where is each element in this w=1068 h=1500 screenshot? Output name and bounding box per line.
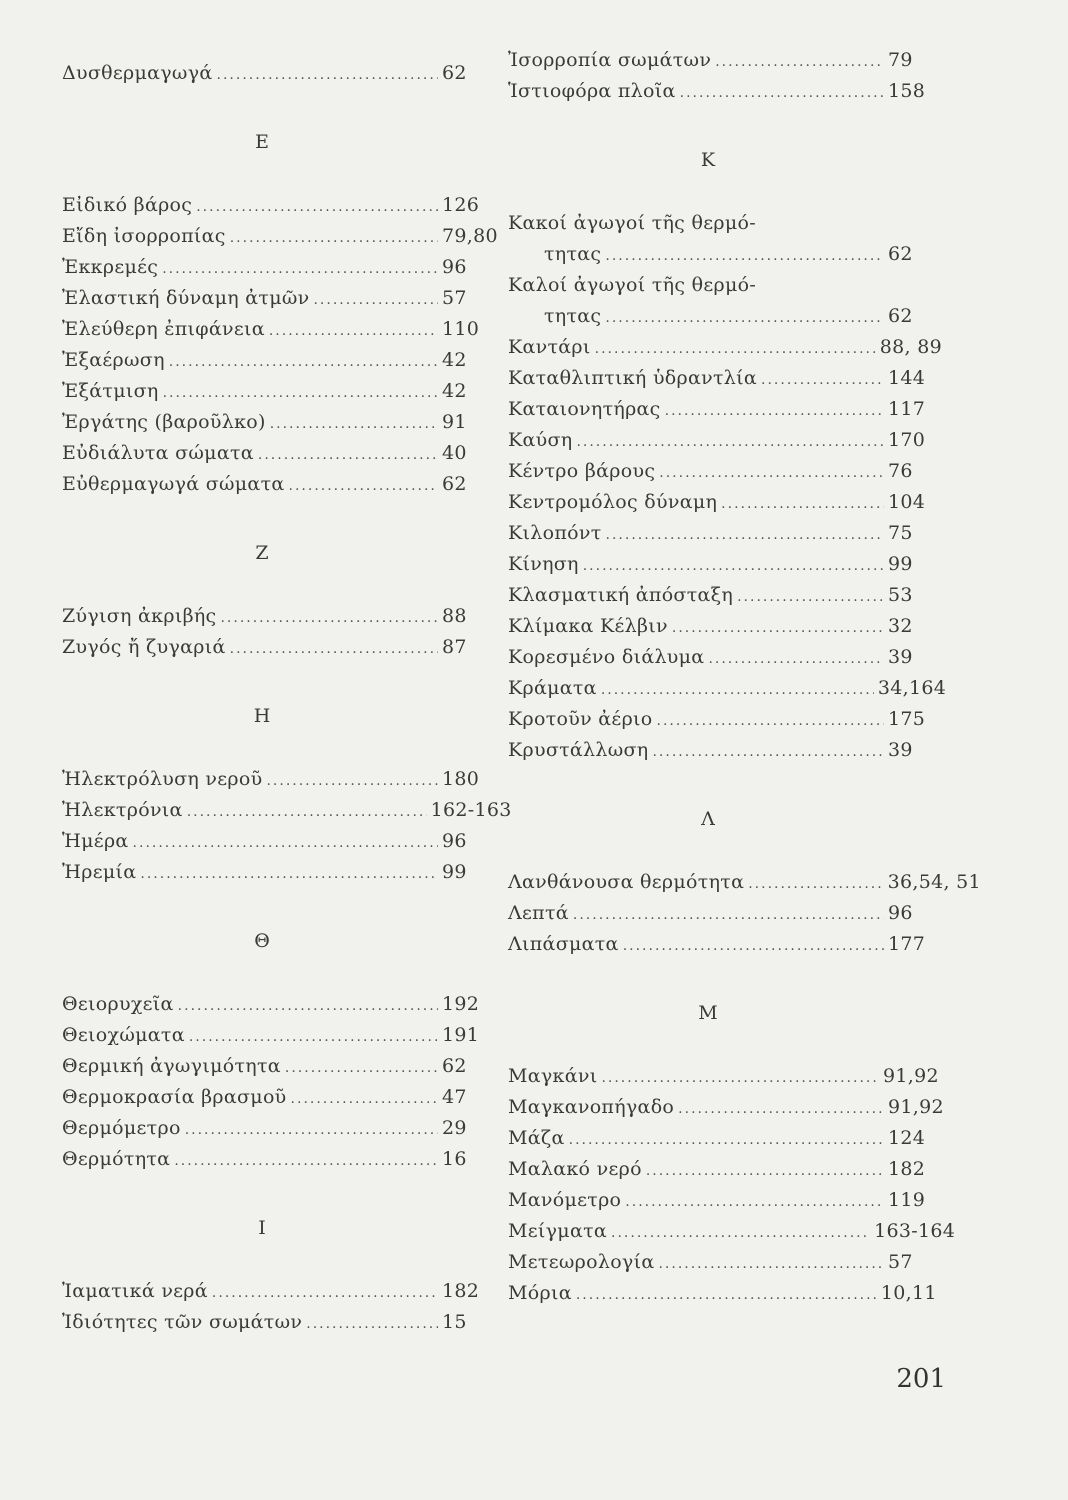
entry-term: Κράματα — [508, 677, 597, 699]
dot-leader — [285, 1053, 438, 1084]
dot-leader — [658, 1249, 884, 1280]
dot-leader — [601, 675, 874, 706]
entry-term: Μόρια — [508, 1282, 572, 1304]
letter-heading: Μ — [698, 1002, 718, 1024]
page-number: 201 — [896, 1364, 946, 1394]
entry-page-ref: 104 — [888, 491, 926, 513]
entry-page-ref: 163-164 — [874, 1220, 956, 1242]
entry-page-ref: 99 — [442, 861, 467, 883]
dot-leader — [187, 797, 427, 828]
index-entry — [508, 363, 926, 394]
entry-term: Ἠλεκτρόλυση νεροῦ — [62, 768, 263, 790]
entry-page-ref: 16 — [442, 1148, 467, 1170]
dot-leader — [162, 254, 438, 285]
entry-page-ref: 91,92 — [888, 1096, 944, 1118]
entry-page-ref: 42 — [442, 349, 467, 371]
index-entry — [62, 1144, 467, 1175]
entry-page-ref: 88 — [442, 605, 467, 627]
index-entry — [62, 407, 467, 438]
dot-leader — [748, 869, 883, 900]
entry-page-ref: 182 — [888, 1158, 926, 1180]
entry-term: Κροτοῦν ἀέριο — [508, 708, 653, 730]
entry-term: Ἰδιότητες τῶν σωμάτων — [62, 1311, 303, 1333]
index-entry — [508, 611, 913, 642]
index-entry — [508, 867, 981, 898]
entry-term: Κεντρομόλος δύναμη — [508, 491, 718, 513]
index-entry — [508, 735, 913, 766]
index-entry — [508, 1185, 926, 1216]
entry-term: Εὐθερμαγωγά σώματα — [62, 473, 285, 495]
entry-page-ref: 87 — [442, 636, 467, 658]
dot-leader — [258, 440, 438, 471]
dot-leader — [659, 458, 884, 489]
letter-heading: Ι — [258, 1217, 266, 1239]
entry-page-ref: 57 — [888, 1251, 913, 1273]
dot-leader — [611, 1218, 870, 1249]
index-entry — [508, 425, 926, 456]
index-entry — [508, 208, 908, 239]
dot-leader — [269, 316, 438, 347]
dot-leader — [573, 900, 884, 931]
index-entry — [508, 45, 913, 76]
index-entry-continuation — [508, 239, 913, 270]
entry-term: Θερμική ἀγωγιμότητα — [62, 1055, 281, 1077]
letter-heading: Ζ — [255, 542, 269, 564]
entry-page-ref: 75 — [888, 522, 913, 544]
entry-term: Κορεσμένο διάλυμα — [508, 646, 705, 668]
entry-page-ref: 62 — [888, 305, 913, 327]
entry-term: Μαγκάνι — [508, 1065, 598, 1087]
index-entry — [508, 487, 926, 518]
entry-term: Ζύγιση ἀκριβής — [62, 605, 217, 627]
index-entry — [508, 642, 913, 673]
entry-page-ref: 32 — [888, 615, 913, 637]
dot-leader — [605, 241, 884, 272]
index-entry — [508, 580, 913, 611]
dot-leader — [625, 1187, 884, 1218]
entry-term: Δυσθερμαγωγά — [62, 62, 213, 84]
index-entry — [62, 469, 467, 500]
index-entry — [62, 1276, 480, 1307]
entry-page-ref: 124 — [888, 1127, 926, 1149]
entry-page-ref: 57 — [442, 287, 467, 309]
entry-term: Μετεωρολογία — [508, 1251, 655, 1273]
entry-page-ref: 39 — [888, 646, 913, 668]
index-entry — [508, 929, 926, 960]
index-entry — [508, 456, 913, 487]
dot-leader — [266, 766, 438, 797]
dot-leader — [196, 192, 438, 223]
dot-leader — [270, 409, 438, 440]
entry-term: Ἐκκρεμές — [62, 256, 159, 278]
entry-page-ref: 91 — [442, 411, 467, 433]
index-entry — [62, 58, 467, 89]
entry-page-ref: 162-163 — [430, 799, 512, 821]
entry-term: Ἰαματικά νερά — [62, 1280, 208, 1302]
index-entry — [62, 601, 467, 632]
dot-leader — [576, 427, 884, 458]
index-entry — [508, 518, 913, 549]
index-entry — [508, 1092, 944, 1123]
entry-term: Καλοί ἀγωγοί τῆς θερμό- — [508, 274, 757, 296]
entry-term: Μαλακό νερό — [508, 1158, 642, 1180]
dot-leader — [313, 285, 438, 316]
dot-leader — [761, 365, 884, 396]
entry-term: Λεπτά — [508, 902, 569, 924]
entry-term: Καταθλιπτική ὑδραντλία — [508, 367, 758, 389]
dot-leader — [715, 47, 884, 78]
dot-leader — [601, 1063, 879, 1094]
dot-leader — [212, 1278, 438, 1309]
index-column-right — [508, 45, 981, 1309]
entry-page-ref: 96 — [442, 256, 467, 278]
entry-page-ref: 79,80 — [442, 225, 498, 247]
entry-page-ref: 79 — [888, 49, 913, 71]
index-entry — [62, 1113, 467, 1144]
entry-page-ref: 180 — [442, 768, 480, 790]
entry-term: Λιπάσματα — [508, 933, 619, 955]
entry-page-ref: 62 — [442, 473, 467, 495]
dot-leader — [291, 1084, 438, 1115]
dot-leader — [133, 828, 438, 859]
dot-leader — [140, 859, 438, 890]
index-entry — [508, 270, 908, 301]
entry-page-ref: 99 — [888, 553, 913, 575]
entry-page-ref: 39 — [888, 739, 913, 761]
entry-term: τητας — [544, 243, 602, 265]
entry-term: Ἐξαέρωση — [62, 349, 165, 371]
index-entry — [508, 1247, 913, 1278]
entry-page-ref: 191 — [442, 1024, 480, 1046]
dot-leader — [169, 347, 438, 378]
dot-leader — [737, 582, 884, 613]
entry-term: Θειοχώματα — [62, 1024, 185, 1046]
entry-term: Ἐλαστική δύναμη ἀτμῶν — [62, 287, 310, 309]
index-entry — [62, 857, 467, 888]
entry-page-ref: 96 — [888, 902, 913, 924]
dot-leader — [569, 1125, 884, 1156]
entry-term: Μείγματα — [508, 1220, 608, 1242]
entry-term: Καντάρι — [508, 336, 591, 358]
index-entry-continuation — [508, 301, 913, 332]
dot-leader — [189, 1022, 438, 1053]
entry-term: Λανθάνουσα θερμότητα — [508, 871, 745, 893]
entry-page-ref: 36,54, 51 — [887, 871, 981, 893]
entry-page-ref: 62 — [442, 62, 467, 84]
entry-term: Ἐργάτης (βαροῦλκο) — [62, 411, 266, 433]
entry-page-ref: 10,11 — [880, 1282, 937, 1304]
index-entry — [62, 1082, 467, 1113]
index-column-left — [62, 58, 512, 1338]
entry-term: Κιλοπόντ — [508, 522, 602, 544]
index-entry — [62, 376, 467, 407]
entry-term: Κακοί ἀγωγοί τῆς θερμό- — [508, 212, 756, 234]
dot-leader — [163, 378, 438, 409]
entry-term: Ἐλεύθερη ἐπιφάνεια — [62, 318, 265, 340]
entry-page-ref: 126 — [442, 194, 480, 216]
index-entry — [508, 898, 913, 929]
entry-term: Κρυστάλλωση — [508, 739, 649, 761]
index-entry — [62, 989, 480, 1020]
entry-page-ref: 62 — [888, 243, 913, 265]
entry-page-ref: 110 — [442, 318, 480, 340]
entry-page-ref: 47 — [442, 1086, 467, 1108]
dot-leader — [665, 396, 884, 427]
entry-term: Καταιονητήρας — [508, 398, 661, 420]
entry-page-ref: 158 — [888, 80, 926, 102]
entry-page-ref: 192 — [442, 993, 480, 1015]
entry-term: Ἠρεμία — [62, 861, 137, 883]
dot-leader — [652, 737, 884, 768]
entry-page-ref: 88, 89 — [879, 336, 942, 358]
letter-heading: Λ — [701, 808, 715, 830]
entry-term: Ἰσορροπία σωμάτων — [508, 49, 712, 71]
index-entry — [508, 1278, 937, 1309]
entry-page-ref: 177 — [888, 933, 926, 955]
letter-heading: Η — [253, 705, 271, 727]
letter-heading: Κ — [700, 149, 716, 171]
entry-term: τητας — [544, 305, 602, 327]
index-entry — [62, 190, 480, 221]
entry-page-ref: 62 — [442, 1055, 467, 1077]
entry-page-ref: 76 — [888, 460, 913, 482]
entry-term: Εἰδικό βάρος — [62, 194, 193, 216]
entry-page-ref: 175 — [888, 708, 926, 730]
dot-leader — [230, 223, 438, 254]
entry-term: Θειορυχεῖα — [62, 993, 174, 1015]
letter-heading: Ε — [255, 131, 269, 153]
index-entry — [62, 1051, 467, 1082]
index-entry — [508, 394, 926, 425]
index-entry — [508, 1216, 956, 1247]
dot-leader — [721, 489, 884, 520]
entry-term: Ἱστιοφόρα πλοῖα — [508, 80, 676, 102]
dot-leader — [217, 60, 438, 91]
dot-leader — [220, 603, 438, 634]
entry-page-ref: 42 — [442, 380, 467, 402]
dot-leader — [178, 991, 438, 1022]
index-entry — [62, 221, 498, 252]
entry-page-ref: 53 — [888, 584, 913, 606]
dot-leader — [680, 78, 884, 109]
index-entry — [508, 76, 926, 107]
index-entry — [508, 332, 942, 363]
index-entry — [62, 345, 467, 376]
index-entry — [62, 314, 480, 345]
entry-term: Κλασματική ἀπόσταξη — [508, 584, 734, 606]
index-entry — [62, 632, 467, 663]
dot-leader — [230, 634, 438, 665]
dot-leader — [185, 1115, 438, 1146]
entry-term: Κλίμακα Κέλβιν — [508, 615, 668, 637]
entry-term: Μάζα — [508, 1127, 565, 1149]
entry-term: Ἡμέρα — [62, 830, 129, 852]
dot-leader — [605, 303, 884, 334]
entry-page-ref: 182 — [442, 1280, 480, 1302]
index-entry — [62, 826, 467, 857]
dot-leader — [289, 471, 438, 502]
entry-term: Εὐδιάλυτα σώματα — [62, 442, 254, 464]
dot-leader — [174, 1146, 438, 1177]
entry-page-ref: 117 — [888, 398, 926, 420]
index-entry — [508, 1061, 939, 1092]
entry-term: Θερμόμετρο — [62, 1117, 181, 1139]
entry-term: Θερμότητα — [62, 1148, 171, 1170]
dot-leader — [657, 706, 884, 737]
dot-leader — [708, 644, 884, 675]
entry-term: Μαγκανοπήγαδο — [508, 1096, 675, 1118]
entry-term: Ζυγός ἤ ζυγαριά — [62, 636, 226, 658]
dot-leader — [306, 1309, 438, 1340]
entry-term: Θερμοκρασία βρασμοῦ — [62, 1086, 287, 1108]
entry-page-ref: 91,92 — [882, 1065, 939, 1087]
entry-page-ref: 29 — [442, 1117, 467, 1139]
index-entry — [62, 283, 467, 314]
entry-term: Μανόμετρο — [508, 1189, 622, 1211]
index-entry — [508, 549, 913, 580]
index-entry — [508, 1123, 926, 1154]
index-entry — [508, 673, 947, 704]
dot-leader — [672, 613, 884, 644]
dot-leader — [606, 520, 884, 551]
entry-term: Ἐξάτμιση — [62, 380, 159, 402]
entry-term: Ἠλεκτρόνια — [62, 799, 183, 821]
index-entry — [62, 1020, 480, 1051]
dot-leader — [678, 1094, 884, 1125]
index-entry — [62, 252, 467, 283]
entry-page-ref: 34,164 — [877, 677, 947, 699]
dot-leader — [576, 1280, 877, 1311]
index-entry — [508, 1154, 926, 1185]
index-entry — [62, 795, 512, 826]
entry-page-ref: 40 — [442, 442, 467, 464]
dot-leader — [583, 551, 884, 582]
entry-page-ref: 119 — [888, 1189, 926, 1211]
entry-term: Κέντρο βάρους — [508, 460, 656, 482]
entry-page-ref: 15 — [442, 1311, 467, 1333]
letter-heading: Θ — [254, 930, 270, 952]
entry-term: Εἴδη ἰσορροπίας — [62, 225, 226, 247]
entry-page-ref: 170 — [888, 429, 926, 451]
index-entry — [62, 438, 467, 469]
entry-term: Καύση — [508, 429, 573, 451]
dot-leader — [646, 1156, 884, 1187]
index-entry — [62, 764, 480, 795]
dot-leader — [623, 931, 884, 962]
index-entry — [508, 704, 926, 735]
entry-page-ref: 144 — [888, 367, 926, 389]
index-entry — [62, 1307, 467, 1338]
dot-leader — [595, 334, 876, 365]
entry-term: Κίνηση — [508, 553, 579, 575]
entry-page-ref: 96 — [442, 830, 467, 852]
